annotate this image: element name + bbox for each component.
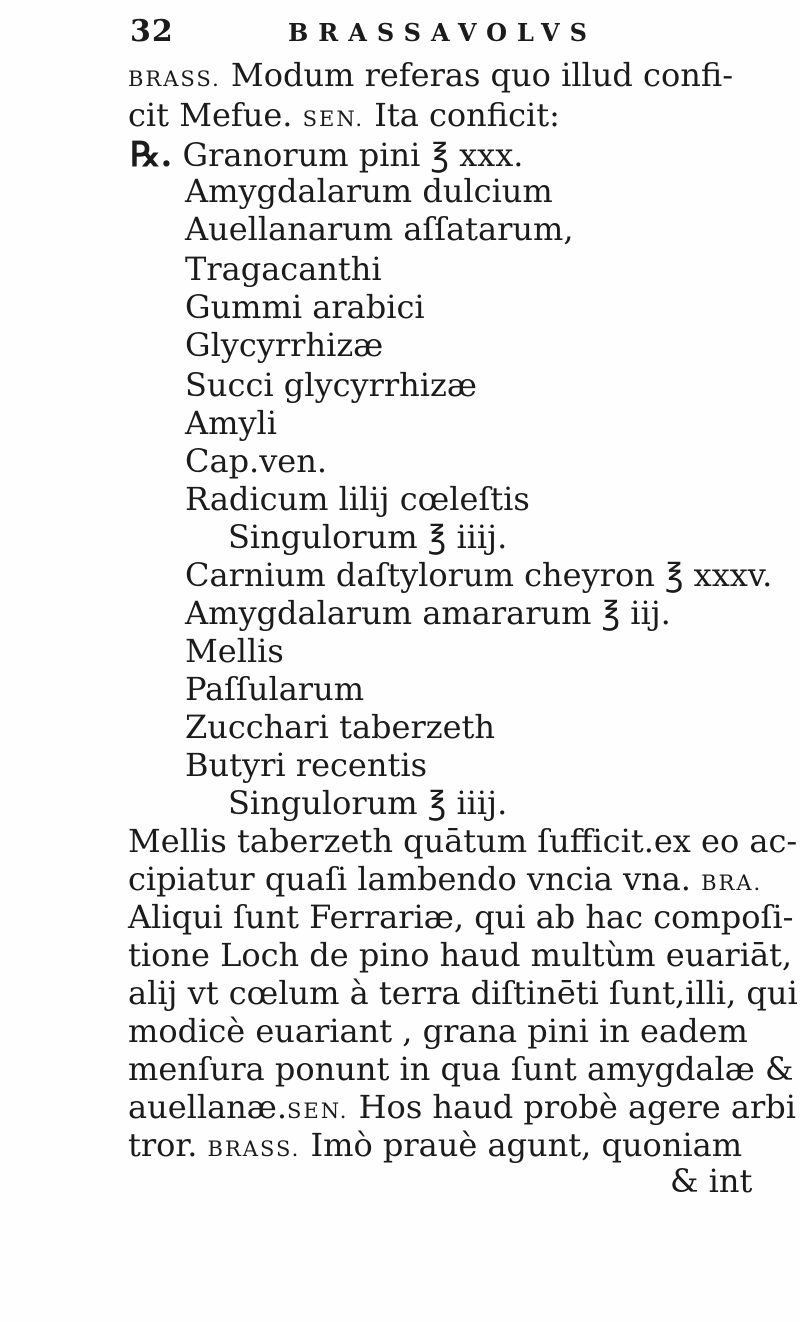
ingredient-line: Mellis xyxy=(185,632,284,670)
ingredient-line: Auellanarum aſſatarum, xyxy=(185,210,574,248)
catchword: & int xyxy=(670,1162,753,1200)
text-line xyxy=(128,1126,742,1168)
ingredient-line: Gummi arabici xyxy=(185,288,425,326)
text-segment: Imò prauè agunt, quoniam xyxy=(300,1126,743,1164)
speaker-label: BRA. xyxy=(701,871,763,895)
ingredient-line: Radicum lilij cœleſtis xyxy=(185,480,530,518)
text-line: alij vt cœlum à terra diſtinēti ſunt,illi, qui xyxy=(128,974,798,1012)
ingredient-line: Tragacanthi xyxy=(185,250,382,288)
text-line xyxy=(128,860,762,902)
running-head: BRASSAVOLVS xyxy=(288,18,597,47)
text-segment: cipiatur quaſi lambendo vncia vna. xyxy=(128,860,702,898)
speaker-label: BRASS. xyxy=(207,1137,301,1161)
text-line: tione Loch de pino haud multùm euariāt, xyxy=(128,936,793,974)
ingredient-line: Cap.ven. xyxy=(185,442,328,480)
ingredient-line: Amyli xyxy=(185,404,277,442)
ingredient-line: Carnium daſtylorum cheyron ℥ xxxv. xyxy=(185,556,773,594)
text-segment: cit Mefue. xyxy=(128,96,303,134)
recipe-symbol: ℞. xyxy=(130,135,173,175)
speaker-label: BRASS. xyxy=(128,67,221,91)
ingredient-line: Butyri recentis xyxy=(185,746,427,784)
ingredient-line: Glycyrrhizæ xyxy=(185,326,384,364)
ingredient-line: Zucchari taberzeth xyxy=(185,708,495,746)
ingredient-line: Paſſularum xyxy=(185,670,365,708)
text-line xyxy=(128,96,560,138)
ingredient-line: Amygdalarum amararum ℥ iij. xyxy=(185,594,671,632)
text-line: menſura ponunt in qua ſunt amygdalæ & xyxy=(128,1050,794,1088)
page-header xyxy=(130,14,690,54)
text-segment: Modum referas quo illud confi- xyxy=(220,56,733,94)
ingredient-line: Amygdalarum dulcium xyxy=(185,172,553,210)
quantity-line: Singulorum ℥ iiij. xyxy=(228,518,508,556)
recipe-line xyxy=(130,136,523,174)
text-segment: Hos haud probè agere arbi xyxy=(348,1088,796,1126)
text-segment: tror. xyxy=(128,1126,208,1164)
text-segment: auellanæ. xyxy=(128,1088,288,1126)
speaker-label: SEN. xyxy=(302,107,365,131)
quantity-line: Singulorum ℥ iiij. xyxy=(228,784,508,822)
text-line xyxy=(128,1088,796,1130)
text-segment: Granorum pini ℥ xxx. xyxy=(172,136,524,174)
text-line: Mellis taberzeth quātum ſufficit.ex eo ac- xyxy=(128,822,798,860)
text-line xyxy=(128,56,733,98)
ingredient-line: Succi glycyrrhizæ xyxy=(185,366,477,404)
speaker-label: SEN. xyxy=(287,1099,349,1123)
page-number: 32 xyxy=(130,14,174,49)
text-line: modicè euariant , grana pini in eadem xyxy=(128,1012,748,1050)
text-segment: Ita conficit: xyxy=(364,96,560,134)
text-line: Aliqui ſunt Ferrariæ, qui ab hac compoſi- xyxy=(128,898,794,936)
